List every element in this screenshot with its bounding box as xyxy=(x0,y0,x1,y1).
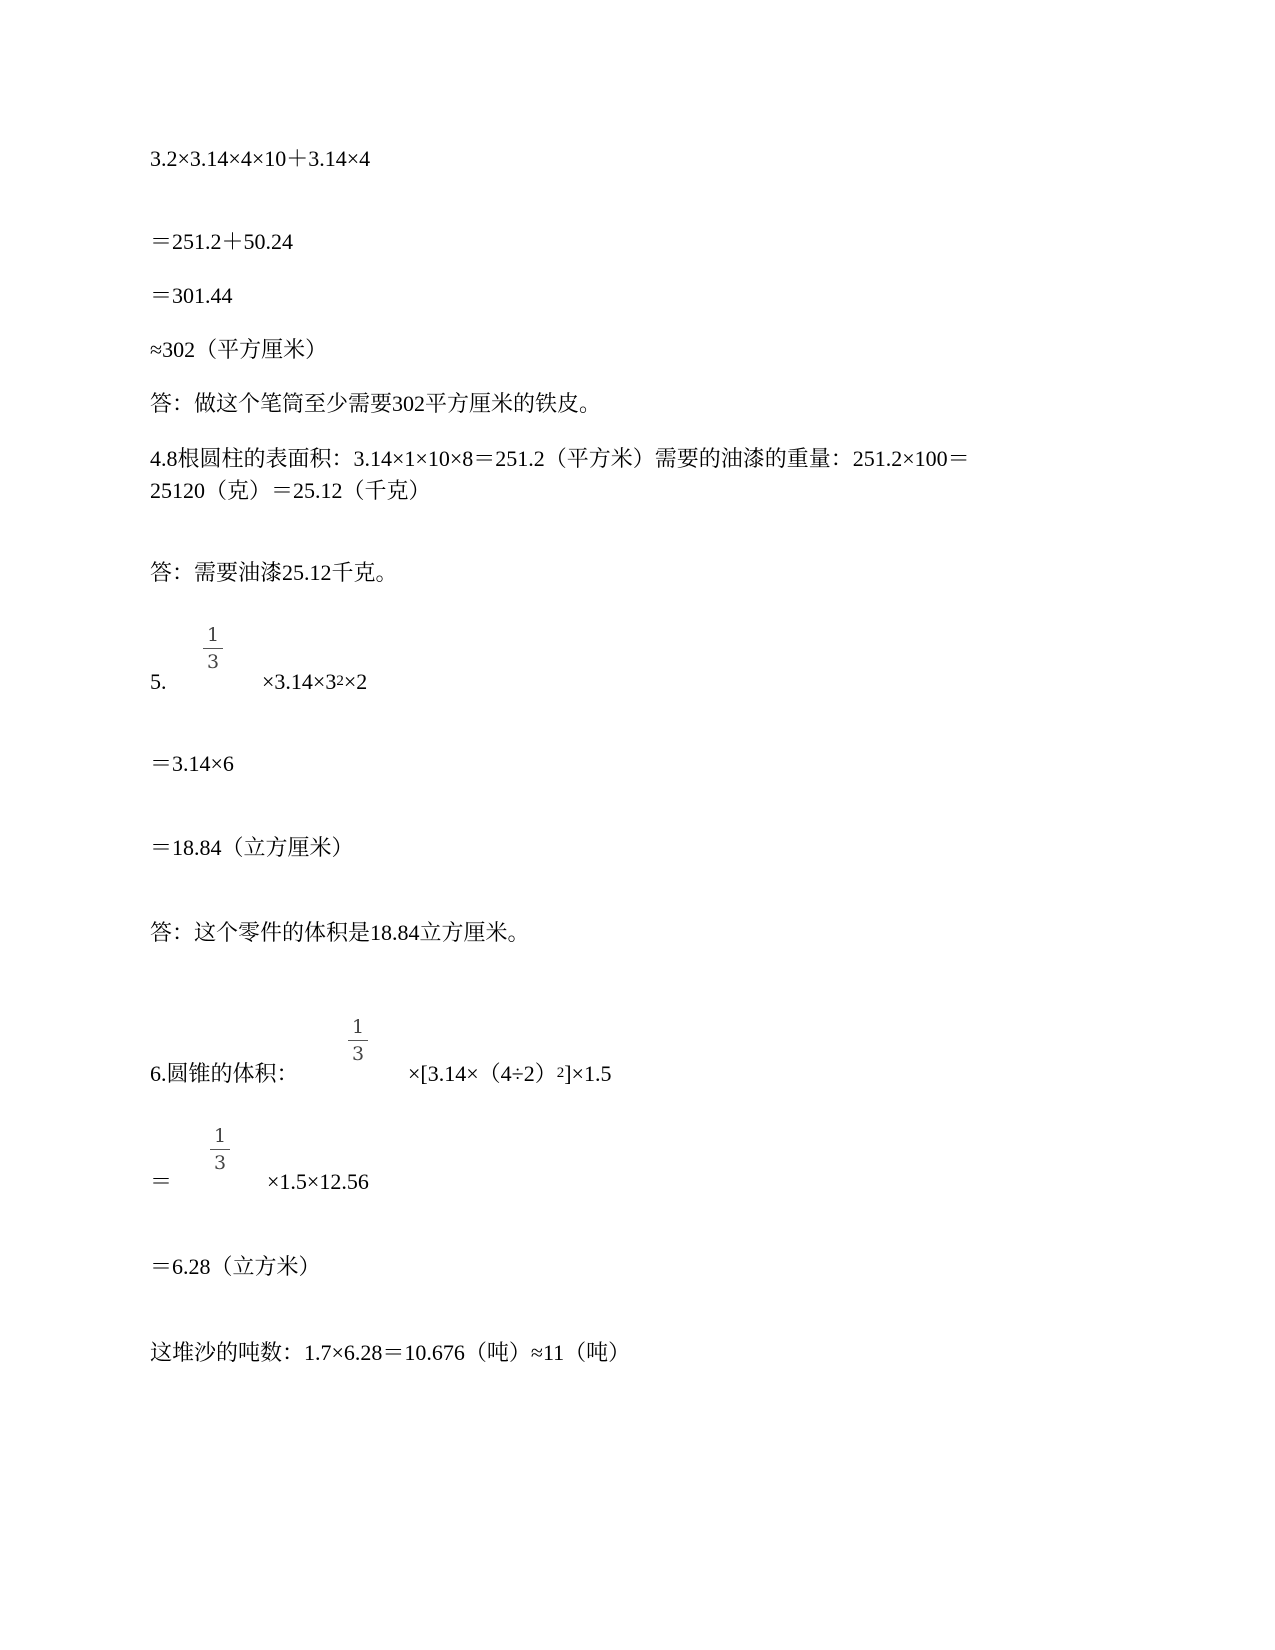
calc-line-4: ≈302（平方厘米） xyxy=(150,337,328,362)
calc-line-3: ＝301.44 xyxy=(150,283,233,308)
calc-line-6b: ＝6.28（立方米） xyxy=(150,1254,321,1279)
answer-line-4: 答：需要油漆25.12千克。 xyxy=(150,560,398,585)
problem-5-prefix: 5. xyxy=(150,669,167,694)
answer-line-5: 答：这个零件的体积是18.84立方厘米。 xyxy=(150,920,530,945)
fraction-one-third: 1 3 xyxy=(346,1016,370,1065)
calc-line-2: ＝251.2＋50.24 xyxy=(150,229,294,254)
calc-line-5b: ＝18.84（立方厘米） xyxy=(150,835,354,860)
calc-line-6a-prefix: ＝ xyxy=(150,1169,173,1194)
problem-5-expression: $\times 3.14\times 3^2\times 2$ xyxy=(262,669,368,694)
problem-4-line-a: 4.8根圆柱的表面积：3.14×1×10×8＝251.2（平方米）需要的油漆的重量：251.2×100＝ xyxy=(150,446,970,471)
calc-line-6a-expression: ×1.5×12.56 xyxy=(267,1169,369,1194)
fraction-one-third: 1 3 xyxy=(208,1125,232,1174)
problem-6-prefix: 6.圆锥的体积： xyxy=(150,1061,299,1086)
problem-4-line-b: 25120（克）＝25.12（千克） xyxy=(150,478,431,503)
calc-line-6c: 这堆沙的吨数：1.7×6.28＝10.676（吨）≈11（吨） xyxy=(150,1340,631,1365)
calc-line-1: 3.2×3.14×4×10＋3.14×4 xyxy=(150,146,371,171)
answer-line-3: 答：做这个笔筒至少需要302平方厘米的铁皮。 xyxy=(150,391,602,416)
calc-line-5a: ＝3.14×6 xyxy=(150,751,234,776)
problem-6-expression: $\times[3.14\times(4\div 2)^2]\times 1.5$ xyxy=(408,1061,612,1086)
fraction-one-third: 1 3 xyxy=(201,624,225,673)
